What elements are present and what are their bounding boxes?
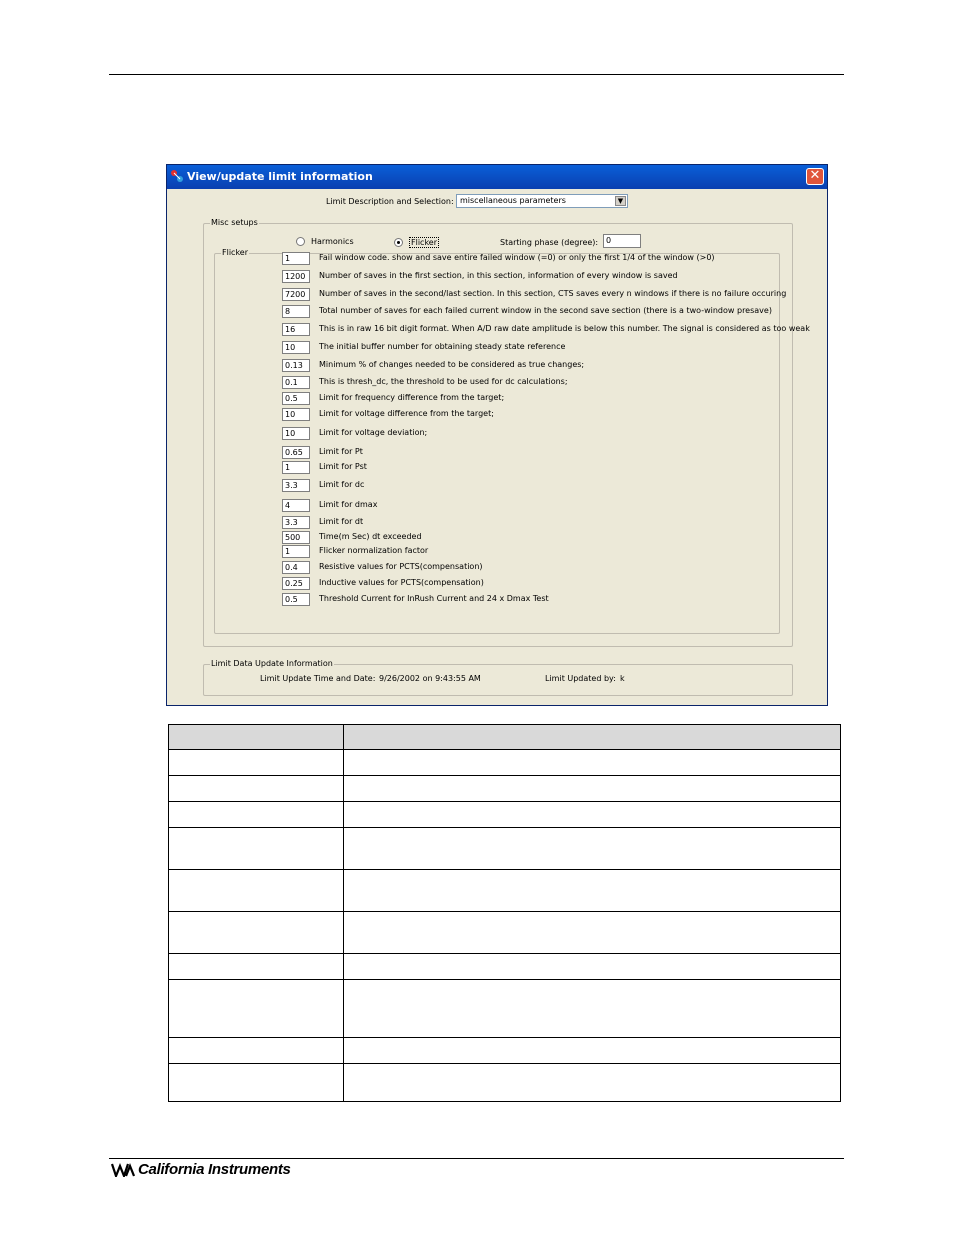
table-cell [344,828,841,870]
update-info-group [203,659,793,696]
table-cell [169,954,344,980]
table-row [169,1038,841,1064]
table-row [169,980,841,1038]
table-header-row [169,725,841,750]
param-description: Limit for Pst [319,462,367,471]
table-cell [344,1038,841,1064]
misc-setups-group [203,218,810,647]
flicker-group [214,248,810,634]
param-value-input[interactable]: 10 [282,341,310,354]
param-value-input[interactable]: 16 [282,323,310,336]
updated-by-label: Limit Updated by: [545,674,616,683]
param-description: Limit for dmax [319,500,378,509]
table-header-cell [344,725,841,750]
starting-phase-input[interactable]: 0 [603,234,641,248]
param-description: Limit for frequency difference from the target; [319,393,505,402]
table-row [169,776,841,802]
table-row [169,802,841,828]
param-value-input[interactable]: 8 [282,305,310,318]
param-value-input[interactable]: 3.3 [282,479,310,492]
selection-value: miscellaneous parameters [460,196,566,205]
param-description: Limit for voltage deviation; [319,428,428,437]
brand-name: California Instruments [138,1161,291,1178]
close-icon: ✕ [809,168,821,183]
param-value-input[interactable]: 3.3 [282,516,310,529]
chevron-down-icon[interactable]: ▼ [615,196,626,206]
param-description: Limit for dc [319,480,365,489]
table-cell [169,750,344,776]
parameters-table [168,724,841,1102]
brand-logo-icon [111,1163,135,1177]
table-cell [169,980,344,1038]
table-cell [169,776,344,802]
param-value-input[interactable]: 10 [282,427,310,440]
param-description: Number of saves in the first section, in this section, information of every window is saved [319,271,678,280]
radio-harmonics-label: Harmonics [311,237,354,246]
title-bar[interactable] [167,165,827,189]
update-time-value: 9/26/2002 on 9:43:55 AM [379,674,481,683]
param-description: Time(m Sec) dt exceeded [319,532,422,541]
radio-flicker[interactable] [394,237,439,248]
table-row [169,954,841,980]
updated-by-value: k [620,674,625,683]
param-description: The initial buffer number for obtaining steady state reference [319,342,566,351]
param-value-input[interactable]: 0.65 [282,446,310,459]
param-value-input[interactable]: 1 [282,461,310,474]
table-cell [169,912,344,954]
close-button[interactable] [806,168,824,185]
table-row [169,1064,841,1102]
param-value-input[interactable]: 500 [282,531,310,544]
param-value-input[interactable]: 1 [282,252,310,265]
radio-harmonics[interactable] [296,237,354,246]
param-description: Limit for dt [319,517,364,526]
param-value-input[interactable]: 0.4 [282,561,310,574]
param-description: Limit for voltage difference from the target; [319,409,494,418]
param-value-input[interactable]: 0.25 [282,577,310,590]
param-description: Fail window code. show and save entire failed window (=0) or only the first 1/4 of the window (>0) [319,253,715,262]
radio-flicker-label: Flicker [411,238,438,247]
param-value-input[interactable]: 0.5 [282,593,310,606]
table-header-cell [169,725,344,750]
selection-label: Limit Description and Selection: [326,197,454,206]
starting-phase-label: Starting phase (degree): [500,238,599,247]
param-value-input[interactable]: 7200 [282,288,310,301]
table-row [169,870,841,912]
param-description: Flicker normalization factor [319,546,429,555]
table-cell [169,802,344,828]
table-cell [344,750,841,776]
window-title: View/update limit information [187,170,373,183]
param-description: Threshold Current for InRush Current and 24 x Dmax Test [319,594,549,603]
table-cell [344,954,841,980]
param-value-input[interactable]: 10 [282,408,310,421]
param-value-input[interactable]: 1 [282,545,310,558]
param-value-input[interactable]: 1200 [282,270,310,283]
app-icon [170,169,184,183]
param-description: Number of saves in the second/last section. In this section, CTS saves every n windows if there is no failure occuring [319,289,787,298]
table-row [169,912,841,954]
footer-logo [111,1161,291,1178]
param-description: Limit for Pt [319,447,363,456]
table-row [169,828,841,870]
table-cell [344,980,841,1038]
table-cell [169,828,344,870]
update-info-legend: Limit Data Update Information [211,659,333,668]
limit-info-window [166,164,828,706]
param-value-input[interactable]: 0.1 [282,376,310,389]
table-cell [344,870,841,912]
flicker-legend: Flicker [222,248,249,257]
table-row [169,750,841,776]
radio-flicker-dot[interactable] [394,238,403,247]
param-description: Resistive values for PCTS(compensation) [319,562,483,571]
param-description: Total number of saves for each failed current window in the second save section (there is a two-window presave) [319,306,772,315]
param-value-input[interactable]: 4 [282,499,310,512]
param-value-input[interactable]: 0.13 [282,359,310,372]
table-cell [169,1064,344,1102]
param-description: This is thresh_dc, the threshold to be used for dc calculations; [319,377,568,386]
footer-rule [109,1158,844,1159]
table-cell [344,802,841,828]
param-description: This is in raw 16 bit digit format. When A/D raw date amplitude is below this number. The signal is considered as too weak [319,324,810,333]
param-description: Inductive values for PCTS(compensation) [319,578,484,587]
table-cell [344,776,841,802]
radio-harmonics-dot[interactable] [296,237,305,246]
table-cell [169,870,344,912]
header-rule [109,74,844,75]
limit-selection-dropdown[interactable] [456,194,628,208]
param-description: Minimum % of changes needed to be considered as true changes; [319,360,585,369]
param-value-input[interactable]: 0.5 [282,392,310,405]
update-time-label: Limit Update Time and Date: [260,674,376,683]
misc-setups-legend: Misc setups [211,218,258,227]
table-cell [344,1064,841,1102]
table-cell [344,912,841,954]
table-cell [169,1038,344,1064]
